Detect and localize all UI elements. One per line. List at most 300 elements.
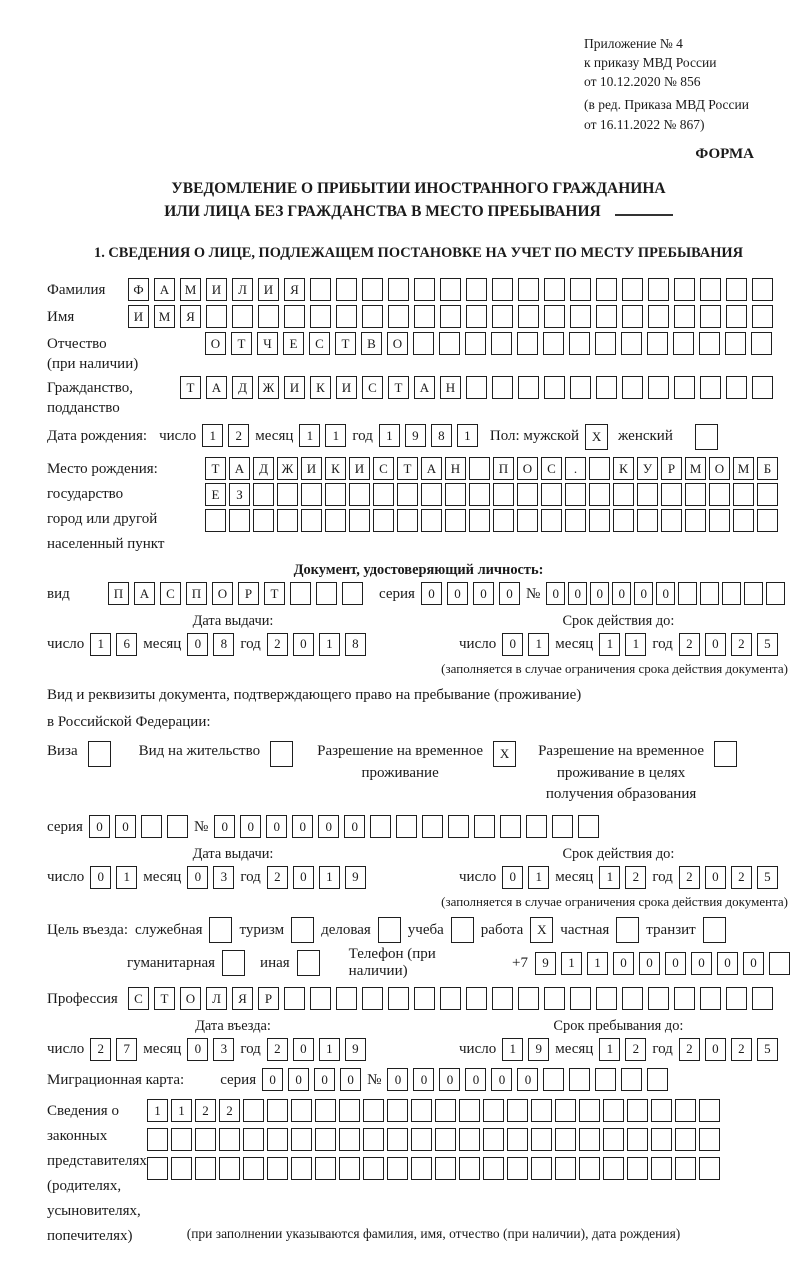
form-cell[interactable]: [569, 1068, 590, 1091]
form-cell[interactable]: 0: [240, 815, 261, 838]
form-cell[interactable]: А: [229, 457, 250, 480]
form-cell[interactable]: 1: [116, 866, 137, 889]
form-cell[interactable]: П: [108, 582, 129, 605]
form-cell[interactable]: [370, 815, 391, 838]
form-cell[interactable]: [622, 278, 643, 301]
form-cell[interactable]: 2: [731, 633, 752, 656]
form-cell[interactable]: 0: [262, 1068, 283, 1091]
form-cell[interactable]: [493, 509, 514, 532]
form-cell[interactable]: [258, 305, 279, 328]
form-cell[interactable]: [243, 1099, 264, 1122]
form-cell[interactable]: [267, 1099, 288, 1122]
form-cell[interactable]: 2: [679, 866, 700, 889]
form-cell[interactable]: 0: [465, 1068, 486, 1091]
form-cell[interactable]: [616, 917, 639, 943]
form-cell[interactable]: 1: [90, 633, 111, 656]
form-cell[interactable]: [421, 483, 442, 506]
form-cell[interactable]: 0: [293, 866, 314, 889]
form-cell[interactable]: [315, 1099, 336, 1122]
form-cell[interactable]: [648, 278, 669, 301]
form-cell[interactable]: [703, 917, 726, 943]
form-cell[interactable]: 3: [213, 866, 234, 889]
form-cell[interactable]: 2: [228, 424, 249, 447]
form-cell[interactable]: 2: [267, 633, 288, 656]
form-cell[interactable]: [531, 1128, 552, 1151]
form-cell[interactable]: [325, 483, 346, 506]
form-cell[interactable]: [362, 305, 383, 328]
form-cell[interactable]: [440, 305, 461, 328]
form-cell[interactable]: 0: [318, 815, 339, 838]
form-cell[interactable]: [565, 483, 586, 506]
form-cell[interactable]: И: [128, 305, 149, 328]
form-cell[interactable]: [725, 332, 746, 355]
form-cell[interactable]: И: [349, 457, 370, 480]
form-cell[interactable]: [435, 1099, 456, 1122]
form-cell[interactable]: [570, 305, 591, 328]
form-cell[interactable]: [555, 1157, 576, 1180]
form-cell[interactable]: [589, 483, 610, 506]
form-cell[interactable]: [648, 305, 669, 328]
form-cell[interactable]: [459, 1157, 480, 1180]
form-cell[interactable]: [500, 815, 521, 838]
form-cell[interactable]: [622, 987, 643, 1010]
form-cell[interactable]: С: [541, 457, 562, 480]
form-cell[interactable]: 1: [625, 633, 646, 656]
form-cell[interactable]: [726, 278, 747, 301]
form-cell[interactable]: Р: [238, 582, 259, 605]
form-cell[interactable]: [206, 305, 227, 328]
form-cell[interactable]: [700, 376, 721, 399]
form-cell[interactable]: 9: [405, 424, 426, 447]
form-cell[interactable]: [507, 1157, 528, 1180]
form-cell[interactable]: [675, 1128, 696, 1151]
form-cell[interactable]: [627, 1157, 648, 1180]
form-cell[interactable]: [310, 278, 331, 301]
form-cell[interactable]: [339, 1099, 360, 1122]
form-cell[interactable]: [733, 509, 754, 532]
form-cell[interactable]: [622, 305, 643, 328]
form-cell[interactable]: Ф: [128, 278, 149, 301]
form-cell[interactable]: [555, 1099, 576, 1122]
form-cell[interactable]: С: [309, 332, 330, 355]
form-cell[interactable]: [291, 917, 314, 943]
temp-permit-checkbox[interactable]: [493, 741, 516, 767]
form-cell[interactable]: [613, 483, 634, 506]
form-cell[interactable]: И: [206, 278, 227, 301]
form-cell[interactable]: [569, 332, 590, 355]
form-cell[interactable]: [714, 741, 737, 767]
form-cell[interactable]: О: [709, 457, 730, 480]
form-cell[interactable]: 1: [561, 952, 582, 975]
form-cell[interactable]: 1: [147, 1099, 168, 1122]
form-cell[interactable]: [757, 509, 778, 532]
form-cell[interactable]: [209, 917, 232, 943]
form-cell[interactable]: А: [134, 582, 155, 605]
form-cell[interactable]: [589, 509, 610, 532]
form-cell[interactable]: [315, 1128, 336, 1151]
form-cell[interactable]: [621, 332, 642, 355]
form-cell[interactable]: [267, 1128, 288, 1151]
form-cell[interactable]: 1: [599, 633, 620, 656]
form-cell[interactable]: [699, 1157, 720, 1180]
form-cell[interactable]: С: [128, 987, 149, 1010]
form-cell[interactable]: Ж: [258, 376, 279, 399]
form-cell[interactable]: 0: [266, 815, 287, 838]
form-cell[interactable]: [674, 305, 695, 328]
form-cell[interactable]: 0: [691, 952, 712, 975]
form-cell[interactable]: [315, 1157, 336, 1180]
form-cell[interactable]: [674, 987, 695, 1010]
form-cell[interactable]: [387, 1128, 408, 1151]
form-cell[interactable]: 1: [528, 633, 549, 656]
form-cell[interactable]: [413, 332, 434, 355]
form-cell[interactable]: 5: [757, 866, 778, 889]
form-cell[interactable]: [722, 582, 741, 605]
form-cell[interactable]: [459, 1128, 480, 1151]
form-cell[interactable]: [243, 1157, 264, 1180]
form-cell[interactable]: [709, 483, 730, 506]
form-cell[interactable]: [531, 1099, 552, 1122]
form-cell[interactable]: [570, 376, 591, 399]
form-cell[interactable]: [648, 987, 669, 1010]
form-cell[interactable]: 1: [599, 866, 620, 889]
form-cell[interactable]: [674, 278, 695, 301]
form-cell[interactable]: [769, 952, 790, 975]
form-cell[interactable]: И: [301, 457, 322, 480]
form-cell[interactable]: [552, 815, 573, 838]
form-cell[interactable]: Т: [388, 376, 409, 399]
form-cell[interactable]: У: [637, 457, 658, 480]
form-cell[interactable]: 0: [665, 952, 686, 975]
visa-checkbox[interactable]: [88, 741, 111, 767]
form-cell[interactable]: [507, 1099, 528, 1122]
form-cell[interactable]: [388, 278, 409, 301]
form-cell[interactable]: [362, 278, 383, 301]
form-cell[interactable]: [411, 1099, 432, 1122]
form-cell[interactable]: [411, 1157, 432, 1180]
form-cell[interactable]: 0: [473, 582, 494, 605]
form-cell[interactable]: X: [530, 917, 553, 943]
form-cell[interactable]: [325, 509, 346, 532]
form-cell[interactable]: С: [160, 582, 181, 605]
form-cell[interactable]: [291, 1128, 312, 1151]
form-cell[interactable]: [675, 1099, 696, 1122]
form-cell[interactable]: П: [186, 582, 207, 605]
form-cell[interactable]: [518, 987, 539, 1010]
form-cell[interactable]: М: [733, 457, 754, 480]
form-cell[interactable]: [543, 332, 564, 355]
form-cell[interactable]: Д: [232, 376, 253, 399]
purpose-business-checkbox[interactable]: [378, 917, 401, 943]
form-cell[interactable]: 8: [345, 633, 366, 656]
form-cell[interactable]: [396, 815, 417, 838]
form-cell[interactable]: 1: [319, 866, 340, 889]
form-cell[interactable]: [301, 483, 322, 506]
form-cell[interactable]: 0: [293, 1038, 314, 1061]
form-cell[interactable]: [492, 376, 513, 399]
form-cell[interactable]: 1: [299, 424, 320, 447]
form-cell[interactable]: 1: [528, 866, 549, 889]
form-cell[interactable]: Т: [231, 332, 252, 355]
form-cell[interactable]: [448, 815, 469, 838]
form-cell[interactable]: [253, 509, 274, 532]
form-cell[interactable]: Т: [205, 457, 226, 480]
form-cell[interactable]: [469, 509, 490, 532]
form-cell[interactable]: 9: [535, 952, 556, 975]
form-cell[interactable]: [492, 278, 513, 301]
form-cell[interactable]: [336, 278, 357, 301]
form-cell[interactable]: [518, 278, 539, 301]
form-cell[interactable]: [466, 278, 487, 301]
form-cell[interactable]: [421, 509, 442, 532]
form-cell[interactable]: [544, 305, 565, 328]
form-cell[interactable]: [603, 1099, 624, 1122]
form-cell[interactable]: 0: [314, 1068, 335, 1091]
form-cell[interactable]: Т: [335, 332, 356, 355]
form-cell[interactable]: [726, 305, 747, 328]
form-cell[interactable]: И: [336, 376, 357, 399]
form-cell[interactable]: А: [206, 376, 227, 399]
form-cell[interactable]: [284, 987, 305, 1010]
form-cell[interactable]: 5: [757, 1038, 778, 1061]
form-cell[interactable]: [141, 815, 162, 838]
form-cell[interactable]: З: [229, 483, 250, 506]
form-cell[interactable]: [339, 1157, 360, 1180]
form-cell[interactable]: [543, 1068, 564, 1091]
form-cell[interactable]: [596, 278, 617, 301]
form-cell[interactable]: [440, 987, 461, 1010]
form-cell[interactable]: [621, 1068, 642, 1091]
form-cell[interactable]: 3: [213, 1038, 234, 1061]
form-cell[interactable]: 1: [599, 1038, 620, 1061]
form-cell[interactable]: [709, 509, 730, 532]
form-cell[interactable]: [517, 332, 538, 355]
form-cell[interactable]: [414, 305, 435, 328]
form-cell[interactable]: [744, 582, 763, 605]
form-cell[interactable]: 2: [679, 633, 700, 656]
form-cell[interactable]: [493, 483, 514, 506]
form-cell[interactable]: [518, 305, 539, 328]
form-cell[interactable]: [336, 987, 357, 1010]
form-cell[interactable]: [570, 278, 591, 301]
form-cell[interactable]: 1: [587, 952, 608, 975]
form-cell[interactable]: В: [361, 332, 382, 355]
form-cell[interactable]: [171, 1128, 192, 1151]
form-cell[interactable]: [435, 1157, 456, 1180]
form-cell[interactable]: [675, 1157, 696, 1180]
form-cell[interactable]: [445, 483, 466, 506]
form-cell[interactable]: 0: [491, 1068, 512, 1091]
form-cell[interactable]: 0: [590, 582, 609, 605]
form-cell[interactable]: 0: [187, 866, 208, 889]
purpose-transit-checkbox[interactable]: [703, 917, 726, 943]
form-cell[interactable]: [387, 1099, 408, 1122]
form-cell[interactable]: [541, 509, 562, 532]
form-cell[interactable]: 2: [731, 1038, 752, 1061]
form-cell[interactable]: [483, 1157, 504, 1180]
form-cell[interactable]: Е: [205, 483, 226, 506]
form-cell[interactable]: [474, 815, 495, 838]
form-cell[interactable]: 2: [267, 866, 288, 889]
form-cell[interactable]: А: [414, 376, 435, 399]
form-cell[interactable]: [637, 483, 658, 506]
form-cell[interactable]: 0: [502, 866, 523, 889]
form-cell[interactable]: [517, 483, 538, 506]
form-cell[interactable]: 1: [502, 1038, 523, 1061]
form-cell[interactable]: [541, 483, 562, 506]
form-cell[interactable]: К: [325, 457, 346, 480]
form-cell[interactable]: С: [362, 376, 383, 399]
form-cell[interactable]: 0: [613, 952, 634, 975]
form-cell[interactable]: О: [387, 332, 408, 355]
form-cell[interactable]: 0: [387, 1068, 408, 1091]
form-cell[interactable]: [647, 332, 668, 355]
form-cell[interactable]: [699, 332, 720, 355]
form-cell[interactable]: Т: [154, 987, 175, 1010]
form-cell[interactable]: 2: [679, 1038, 700, 1061]
form-cell[interactable]: О: [180, 987, 201, 1010]
form-cell[interactable]: [310, 987, 331, 1010]
form-cell[interactable]: [167, 815, 188, 838]
form-cell[interactable]: [751, 332, 772, 355]
form-cell[interactable]: О: [205, 332, 226, 355]
form-cell[interactable]: [397, 509, 418, 532]
form-cell[interactable]: [673, 332, 694, 355]
form-cell[interactable]: [752, 987, 773, 1010]
form-cell[interactable]: Д: [253, 457, 274, 480]
form-cell[interactable]: 0: [89, 815, 110, 838]
form-cell[interactable]: 1: [325, 424, 346, 447]
form-cell[interactable]: [700, 305, 721, 328]
form-cell[interactable]: 0: [634, 582, 653, 605]
form-cell[interactable]: [483, 1128, 504, 1151]
form-cell[interactable]: [373, 509, 394, 532]
form-cell[interactable]: 0: [705, 1038, 726, 1061]
form-cell[interactable]: [363, 1099, 384, 1122]
form-cell[interactable]: [378, 917, 401, 943]
purpose-tourism-checkbox[interactable]: [291, 917, 314, 943]
form-cell[interactable]: 2: [90, 1038, 111, 1061]
form-cell[interactable]: [678, 582, 697, 605]
purpose-work-checkbox[interactable]: [530, 917, 553, 943]
form-cell[interactable]: 0: [439, 1068, 460, 1091]
form-cell[interactable]: [440, 278, 461, 301]
form-cell[interactable]: [414, 987, 435, 1010]
form-cell[interactable]: [219, 1157, 240, 1180]
form-cell[interactable]: [316, 582, 337, 605]
form-cell[interactable]: 2: [625, 1038, 646, 1061]
form-cell[interactable]: [466, 987, 487, 1010]
form-cell[interactable]: [336, 305, 357, 328]
form-cell[interactable]: [627, 1099, 648, 1122]
form-cell[interactable]: 1: [171, 1099, 192, 1122]
form-cell[interactable]: Л: [232, 278, 253, 301]
form-cell[interactable]: 0: [612, 582, 631, 605]
form-cell[interactable]: [469, 457, 490, 480]
form-cell[interactable]: [752, 305, 773, 328]
form-cell[interactable]: [596, 376, 617, 399]
form-cell[interactable]: [414, 278, 435, 301]
form-cell[interactable]: И: [258, 278, 279, 301]
form-cell[interactable]: 0: [288, 1068, 309, 1091]
purpose-humanitarian-checkbox[interactable]: [222, 950, 245, 976]
form-cell[interactable]: 0: [705, 633, 726, 656]
form-cell[interactable]: Я: [180, 305, 201, 328]
form-cell[interactable]: [570, 987, 591, 1010]
purpose-study-checkbox[interactable]: [451, 917, 474, 943]
form-cell[interactable]: [518, 376, 539, 399]
form-cell[interactable]: 1: [319, 633, 340, 656]
form-cell[interactable]: [651, 1099, 672, 1122]
form-cell[interactable]: [466, 376, 487, 399]
purpose-other-checkbox[interactable]: [297, 950, 320, 976]
form-cell[interactable]: [232, 305, 253, 328]
form-cell[interactable]: 2: [195, 1099, 216, 1122]
form-cell[interactable]: [342, 582, 363, 605]
form-cell[interactable]: 8: [213, 633, 234, 656]
form-cell[interactable]: [422, 815, 443, 838]
form-cell[interactable]: [651, 1157, 672, 1180]
form-cell[interactable]: [363, 1128, 384, 1151]
form-cell[interactable]: [726, 376, 747, 399]
sex-male-checkbox[interactable]: [585, 424, 608, 450]
form-cell[interactable]: 2: [219, 1099, 240, 1122]
form-cell[interactable]: 0: [656, 582, 675, 605]
form-cell[interactable]: [243, 1128, 264, 1151]
form-cell[interactable]: [648, 376, 669, 399]
form-cell[interactable]: [147, 1157, 168, 1180]
form-cell[interactable]: [517, 509, 538, 532]
form-cell[interactable]: [349, 509, 370, 532]
form-cell[interactable]: [362, 987, 383, 1010]
form-cell[interactable]: [661, 483, 682, 506]
form-cell[interactable]: [651, 1128, 672, 1151]
form-cell[interactable]: [603, 1157, 624, 1180]
form-cell[interactable]: [88, 741, 111, 767]
form-cell[interactable]: К: [613, 457, 634, 480]
form-cell[interactable]: [491, 332, 512, 355]
form-cell[interactable]: [733, 483, 754, 506]
form-cell[interactable]: [222, 950, 245, 976]
form-cell[interactable]: [465, 332, 486, 355]
form-cell[interactable]: 0: [421, 582, 442, 605]
form-cell[interactable]: [685, 509, 706, 532]
form-cell[interactable]: 0: [340, 1068, 361, 1091]
form-cell[interactable]: [757, 483, 778, 506]
form-cell[interactable]: 0: [292, 815, 313, 838]
form-cell[interactable]: 1: [202, 424, 223, 447]
form-cell[interactable]: [435, 1128, 456, 1151]
form-cell[interactable]: [579, 1128, 600, 1151]
form-cell[interactable]: 0: [90, 866, 111, 889]
form-cell[interactable]: [613, 509, 634, 532]
form-cell[interactable]: 0: [717, 952, 738, 975]
form-cell[interactable]: 0: [447, 582, 468, 605]
form-cell[interactable]: [726, 987, 747, 1010]
form-cell[interactable]: [544, 376, 565, 399]
form-cell[interactable]: 0: [187, 1038, 208, 1061]
form-cell[interactable]: [195, 1157, 216, 1180]
form-cell[interactable]: [284, 305, 305, 328]
form-cell[interactable]: [637, 509, 658, 532]
form-cell[interactable]: [363, 1157, 384, 1180]
form-cell[interactable]: [685, 483, 706, 506]
form-cell[interactable]: Т: [180, 376, 201, 399]
form-cell[interactable]: А: [421, 457, 442, 480]
form-cell[interactable]: [766, 582, 785, 605]
form-cell[interactable]: [492, 305, 513, 328]
form-cell[interactable]: Б: [757, 457, 778, 480]
